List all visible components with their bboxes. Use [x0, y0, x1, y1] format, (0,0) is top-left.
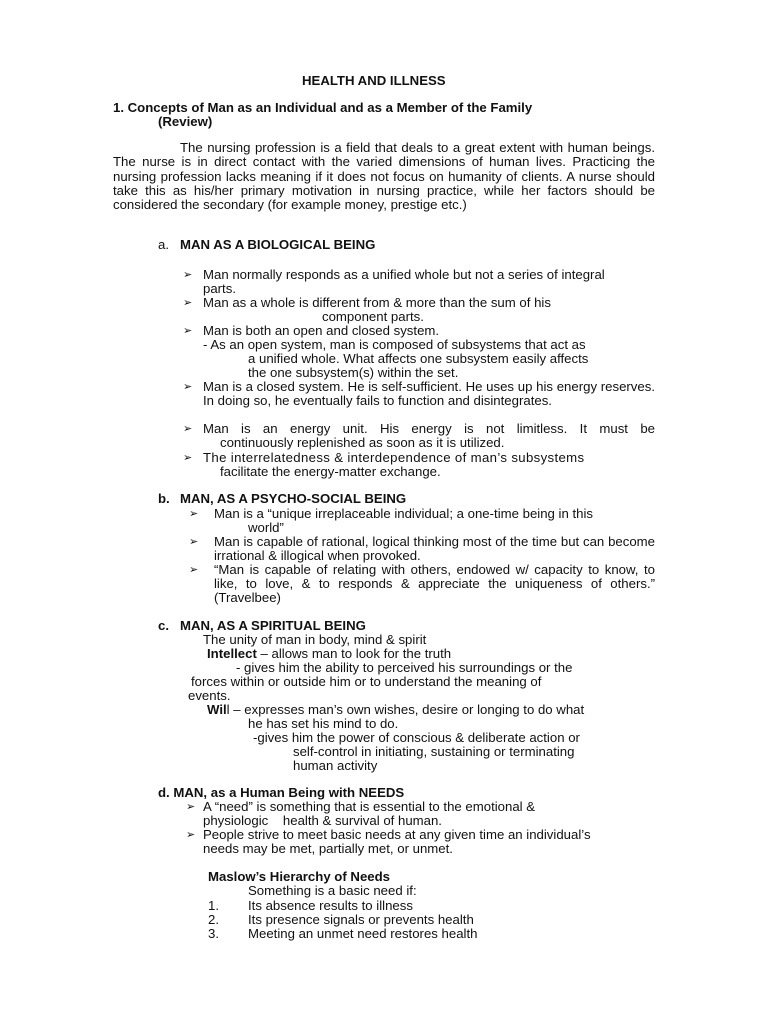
will-term-end: l — [226, 702, 230, 717]
bullet-arrow-icon: ➢ — [183, 452, 193, 464]
will-term: Wil — [207, 702, 227, 717]
needs-bullet-2-cont: needs may be met, partially met, or unmet. — [203, 841, 453, 856]
section-1-heading: 1. Concepts of Man as an Individual and as a Member of the Family — [113, 100, 533, 115]
maslow-item-text: Its presence signals or prevents health — [248, 912, 474, 927]
bio-bullet-6-cont: facilitate the energy-matter exchange. — [220, 464, 441, 479]
psych-bullet-3: “Man is capable of relating with others, endowed w/ capacity to know, to like, to love, & to responds & appreciate the uniqueness of others.” (Travelbee) — [214, 562, 655, 605]
will-line-3: -gives him the power of conscious & deliberate action or — [253, 730, 580, 745]
bio-bullet-2: Man as a whole is different from & more than the sum of his — [203, 295, 551, 310]
subsection-b-marker: b. — [158, 491, 170, 506]
bullet-arrow-icon: ➢ — [183, 423, 193, 435]
document-title: HEALTH AND ILLNESS — [302, 73, 446, 88]
subsection-a-heading: MAN AS A BIOLOGICAL BEING — [180, 237, 376, 252]
subsection-a-marker: a. — [158, 237, 169, 252]
psych-bullet-1-cont: world” — [248, 520, 284, 535]
bio-bullet-3-sub-cont2: the one subsystem(s) within the set. — [248, 365, 459, 380]
bullet-arrow-icon: ➢ — [183, 325, 193, 337]
maslow-item-num: 3. — [208, 926, 219, 941]
bullet-arrow-icon: ➢ — [189, 508, 199, 520]
needs-bullet-1: A “need” is something that is essential to the emotional & — [203, 799, 536, 814]
bullet-arrow-icon: ➢ — [186, 829, 196, 841]
subsection-c-heading: MAN, AS A SPIRITUAL BEING — [180, 618, 366, 633]
bullet-arrow-icon: ➢ — [183, 381, 193, 393]
bio-bullet-5-cont: continuously replenished as soon as it is utilized. — [220, 435, 505, 450]
spiritual-unity-text: The unity of man in body, mind & spirit — [203, 632, 427, 647]
psych-bullet-1: Man is a “unique irreplaceable individual; a one-time being in this — [214, 506, 593, 521]
maslow-item-text: Its absence results to illness — [248, 898, 413, 913]
intellect-definition: – allows man to look for the truth — [256, 646, 452, 661]
will-line-4: self-control in initiating, sustaining or terminating — [293, 744, 575, 759]
bio-bullet-3: Man is both an open and closed system. — [203, 323, 440, 338]
bio-bullet-2-cont: component parts. — [322, 309, 424, 324]
bio-bullet-5: Man is an energy unit. His energy is not limitless. It must be — [203, 421, 655, 436]
intellect-line-2: - gives him the ability to perceived his surroundings or the — [236, 660, 573, 675]
needs-bullet-2: People strive to meet basic needs at any given time an individual’s — [203, 827, 591, 842]
psych-bullet-2: Man is capable of rational, logical thinking most of the time but can become irrational & illogical when provoked. — [214, 534, 655, 563]
section-1-intro-paragraph: The nursing profession is a field that deals to a great extent with human beings. The nurse is in direct contact with the varied dimensions of human lives. Practicing the nursing profession lacks meaning if it does not focus on humanity of clients. A nurse should take this as his/her primary motivation in nursing practice, while her factors should be considered the secondary (for example money, prestige etc.) — [113, 140, 655, 213]
will-line-2: he has set his mind to do. — [248, 716, 399, 731]
intellect-line-3: forces within or outside him or to understand the meaning of — [191, 674, 542, 689]
subsection-d-heading: d. MAN, as a Human Being with NEEDS — [158, 785, 405, 800]
bullet-arrow-icon: ➢ — [183, 297, 193, 309]
maslow-intro: Something is a basic need if: — [248, 883, 417, 898]
maslow-item-num: 2. — [208, 912, 219, 927]
bio-bullet-4: Man is a closed system. He is self-sufficient. He uses up his energy reserves. In doing so, he eventually fails to function and disintegrates. — [203, 379, 655, 408]
bullet-arrow-icon: ➢ — [186, 801, 196, 813]
bullet-arrow-icon: ➢ — [183, 269, 193, 281]
bullet-arrow-icon: ➢ — [189, 564, 199, 576]
bullet-arrow-icon: ➢ — [189, 536, 199, 548]
subsection-c-marker: c. — [158, 618, 169, 633]
maslow-item-text: Meeting an unmet need restores health — [248, 926, 478, 941]
section-1-heading-review: (Review) — [158, 114, 213, 129]
bio-bullet-6: The interrelatedness & interdependence of man’s subsystems — [203, 450, 585, 465]
intellect-term: Intellect — [207, 646, 257, 661]
intellect-line — [207, 647, 451, 661]
maslow-heading: Maslow’s Hierarchy of Needs — [208, 869, 391, 884]
bio-bullet-1: Man normally responds as a unified whole but not a series of integral — [203, 267, 605, 282]
needs-bullet-1-cont: physiologic health & survival of human. — [203, 813, 442, 828]
bio-bullet-3-sub: - As an open system, man is composed of subsystems that act as — [203, 337, 586, 352]
will-line-5: human activity — [293, 758, 378, 773]
bio-bullet-3-sub-cont: a unified whole. What affects one subsystem easily affects — [248, 351, 589, 366]
will-line — [207, 703, 584, 717]
subsection-b-heading: MAN, AS A PSYCHO-SOCIAL BEING — [180, 491, 407, 506]
will-definition: – expresses man’s own wishes, desire or longing to do what — [229, 702, 585, 717]
maslow-item-num: 1. — [208, 898, 219, 913]
bio-bullet-1-cont: parts. — [203, 281, 236, 296]
intellect-line-4: events. — [188, 688, 231, 703]
